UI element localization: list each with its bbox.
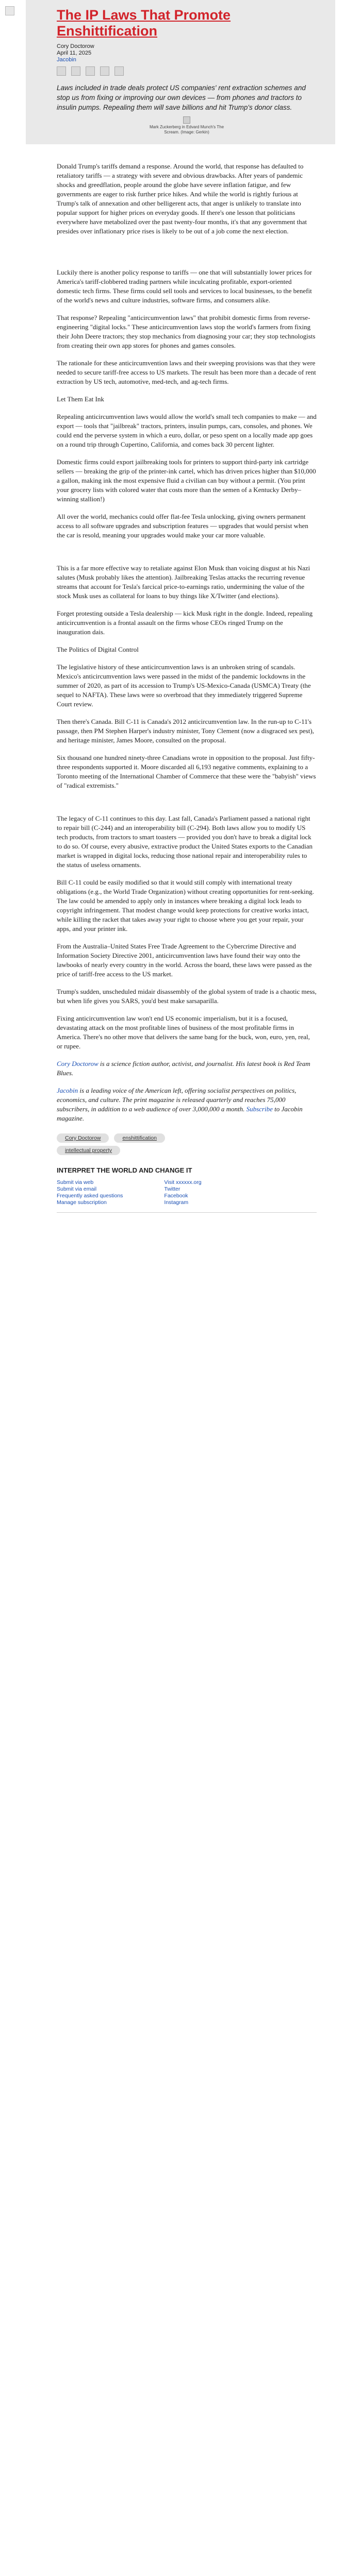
facebook-icon[interactable] bbox=[71, 66, 80, 76]
paragraph: Fixing anticircumvention law won't end US economic imperialism, but it is a focused, devastating attack on the most profitable lines of business of the most profitable firms in America. There's no other move that delivers the same bang for the buck, won, euro, yen, real, or rupee. bbox=[57, 1014, 310, 1050]
footer-heading: INTERPRET THE WORLD AND CHANGE IT bbox=[57, 1166, 192, 1174]
paragraph: This is a far more effective way to retaliate against Elon Musk than voicing disgust at his Nazi salutes (Musk probably likes the attention). Jailbreaking Teslas attacks the recurring revenue streams that account for Tesla's farcical price-to-earnings ratio, undermining the value of the stock Musk uses as collateral for loans to buy things like X/Twitter (and elections). bbox=[57, 564, 310, 600]
footer-link[interactable]: Frequently asked questions bbox=[57, 1193, 123, 1199]
paragraph: The rationale for these anticircumvention laws and their sweeping provisions was that they were needed to secure tariff-free access to US markets. The result has been more than a decade of rent extraction by US tech, automotive, med-tech, and ag-tech firms. bbox=[57, 359, 316, 385]
article-title bbox=[57, 7, 317, 39]
paragraph: The legacy of C-11 continues to this day. Last fall, Canada's Parliament passed a national right to repair bill (C-244) and an interoperability bill (C-294). Both laws allow you to modify US tech products, from tractors to smart toasters — provided you don't have to break a digital lock to do so. Of course, every abusive, extractive product the United States exports to the Canadian market is wrapped in digital locks, reducing those national repair and interoperability rules to the status of useless ornaments. bbox=[57, 815, 313, 869]
hero-image bbox=[143, 116, 231, 135]
footer-link[interactable]: Twitter bbox=[164, 1186, 180, 1192]
author-bio-text: is a science fiction author, activist, and journalist. His latest book is Red Team Blues. bbox=[57, 1060, 310, 1077]
publish-date: April 11, 2025 bbox=[57, 50, 92, 56]
tag-chip[interactable]: Cory Doctorow bbox=[57, 1133, 109, 1143]
paragraph: Bill C-11 could be easily modified so that it would still comply with international treaty obligations (e.g., the World Trade Organization) without creating opportunities for rent-seeking. The law could be amended to apply only in instances where breaking a digital lock leads to copyright infringement. That modest change would keep protections for creative works intact, while killing the racket that takes away your right to choose where you get your repair, your apps, and your printer ink. bbox=[57, 878, 314, 933]
tag-list bbox=[26, 1131, 209, 1155]
share-icon[interactable] bbox=[114, 66, 124, 76]
article-header bbox=[26, 0, 335, 144]
author-name: Cory Doctorow bbox=[57, 43, 94, 49]
footer-link[interactable]: Submit via web bbox=[57, 1179, 94, 1185]
paragraph: Repealing anticircumvention laws would allow the world's small tech companies to make — and export — tools that "jailbreak" tractors, printers, insulin pumps, cars, consoles, and phones. We could end the perverse system in which a euro, dollar, or peso spent on a locally made app goes on a round trip through Cupertino, California, and comes back 30 percent lighter. bbox=[57, 413, 317, 448]
publication-blurb bbox=[57, 1086, 317, 1123]
footer-columns bbox=[57, 1179, 317, 1206]
author-bio bbox=[57, 1059, 317, 1078]
jacobin-blurb-text: is a leading voice of the American left, offering socialist perspectives on politics, economics, and culture. The print magazine is released quarterly and reaches 75,000 subscribers, in addition to a web audience of over 3,000,000 a month. bbox=[57, 1087, 297, 1113]
footer-link[interactable]: Submit via email bbox=[57, 1186, 97, 1192]
footer-link[interactable]: Facebook bbox=[164, 1193, 188, 1199]
section-heading: The Politics of Digital Control bbox=[57, 646, 139, 653]
linkedin-icon[interactable] bbox=[100, 66, 109, 76]
article-meta bbox=[57, 43, 317, 63]
subscribe-link[interactable]: Subscribe bbox=[246, 1105, 273, 1113]
jacobin-link[interactable]: Jacobin bbox=[57, 1087, 78, 1094]
email-icon[interactable] bbox=[86, 66, 95, 76]
paragraph: Then there's Canada. Bill C-11 is Canada's 2012 anticircumvention law. In the run-up to C-11's passage, then PM Stephen Harper's industry minister, Tony Clement (now a disgraced sex pest), and heritage minister, James Moore, consulted on the proposal. bbox=[57, 718, 314, 744]
paragraph: Forget protesting outside a Tesla dealership — kick Musk right in the dongle. Indeed, repealing anticircumvention is a frontal assault on the firms whose CEOs ringed Trump on the inauguration dais. bbox=[57, 609, 313, 636]
footer bbox=[26, 1155, 335, 1213]
article-dek: Laws included in trade deals protect US companies' rent extraction schemes and stop us from fixing or improving our own devices — from phones and tractors to insulin pumps. Repealing them will save billions and hit Trump's donor class. bbox=[57, 84, 306, 111]
image-caption: Mark Zuckerberg in Edvard Munch's The Scream. (Image: Gerkin) bbox=[149, 125, 224, 134]
broken-image-icon bbox=[183, 116, 190, 124]
article-title-link[interactable]: The IP Laws That Promote Enshittification bbox=[57, 7, 231, 39]
paragraph: Donald Trump's tariffs demand a response. Around the world, that response has defaulted to retaliatory tariffs — a strategy with severe and obvious drawbacks. After years of pandemic shocks and greedflation, people around the globe have severe inflation fatigue, and few governments are eager to risk further price hikes. And while the world is rightly furious at Trump's talk of annexation and other belligerent acts, that anger is unlikely to translate into popular support for higher prices on everyday goods. If there's one lesson that politicians everywhere have metabolized over the past twenty-four months, it's that any government that presides over inflationary price rises is likely to be out of a job come the next election. bbox=[57, 162, 307, 235]
paragraph: All over the world, mechanics could offer flat-fee Tesla unlocking, giving owners permanent access to all software upgrades and subscription features — upgrades that would persist when the car is resold, meaning your upgrades would make your car more valuable. bbox=[57, 513, 308, 539]
subscribe-tail: to Jacobin magazine. bbox=[57, 1105, 303, 1122]
footer-left-column bbox=[57, 1179, 123, 1206]
email-header-icon bbox=[5, 6, 14, 15]
footer-divider bbox=[57, 1212, 317, 1213]
footer-link[interactable]: Manage subscription bbox=[57, 1199, 107, 1206]
author-bio-link[interactable]: Cory Doctorow bbox=[57, 1060, 99, 1067]
footer-link[interactable]: Instagram bbox=[164, 1199, 189, 1206]
footer-link[interactable]: Visit xxxxxx.org bbox=[164, 1179, 202, 1185]
paragraph: Six thousand one hundred ninety-three Canadians wrote in opposition to the proposal. Just fifty-three respondents supported it. Moore discarded all 6,193 negative comments, explaining to a Toronto meeting of the International Chamber of Commerce that these were the "babyish" views of "radical extremists." bbox=[57, 754, 316, 789]
twitter-icon[interactable] bbox=[57, 66, 66, 76]
paragraph: Trump's sudden, unscheduled midair disassembly of the global system of trade is a chaotic mess, but when life gives you SARS, you'd best make sarsaparilla. bbox=[57, 988, 317, 1005]
paragraph: Luckily there is another policy response to tariffs — one that will substantially lower prices for America's tariff-clobbered trading partners while inculcating profitable, export-oriented domestic tech firms. These firms could sell tools and services to local businesses, to the benefit of the world's news and culture industries, software firms, and consumers alike. bbox=[57, 268, 312, 304]
paragraph: Domestic firms could export jailbreaking tools for printers to support third-party ink cartridge sellers — breaking the grip of the printer-ink cartel, which has driven prices higher than $10,000 a gallon, making ink the most expensive fluid a civilian can buy without a permit. (You print your grocery lists with colored water that costs more than the semen of a Kentucky Derby–winning stallion!) bbox=[57, 458, 316, 503]
tag-chip[interactable]: intellectual property bbox=[57, 1146, 120, 1155]
paragraph: From the Australia–United States Free Trade Agreement to the Cybercrime Directive and Information Society Directive 2001, anticircumvention laws have found their way onto the lawbooks of nearly every country in the world. Across the board, these laws were passed as the price of tariff-free access to the US market. bbox=[57, 942, 312, 978]
section-heading: Let Them Eat Ink bbox=[57, 395, 104, 403]
social-share-row bbox=[57, 66, 317, 76]
paragraph: That response? Repealing "anticircumvention laws" that prohibit domestic firms from reverse-engineering "digital locks." These anticircumvention laws stop the world's farmers from fixing their John Deere tractors; they stop mechanics from diagnosing your car; they stop technologists from creating their own app stores for phones and games consoles. bbox=[57, 314, 316, 349]
article-page bbox=[26, 0, 335, 2576]
tag-chip[interactable]: enshittification bbox=[114, 1133, 165, 1143]
publication-link[interactable]: Jacobin bbox=[57, 57, 76, 63]
footer-right-column bbox=[164, 1179, 201, 1206]
paragraph: The legislative history of these anticircumvention laws is an unbroken string of scandals. Mexico's anticircumvention laws were passed in the midst of the pandemic lockdowns in the summer of 2020, as part of its accession to Trump's US-Mexico-Canada (USMCA) Treaty (the sequel to NAFTA). These laws were so overbroad that they immediately triggered Supreme Court review. bbox=[57, 663, 311, 708]
article-body bbox=[26, 144, 335, 1123]
